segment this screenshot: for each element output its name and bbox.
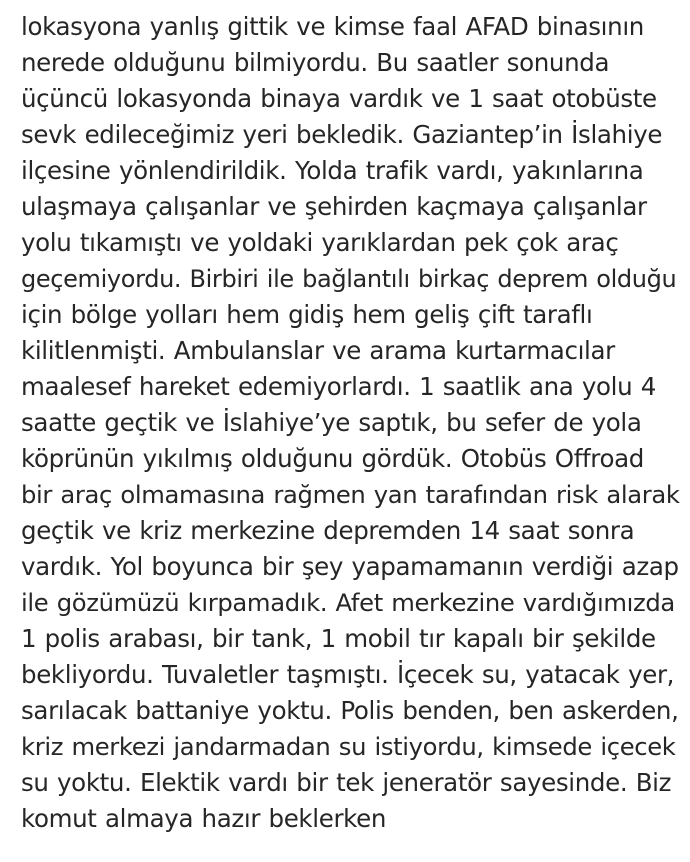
text-line: lokasyona yanlış gittik ve kimse faal AFAD binasının [21,12,644,41]
text-line: köprünün yıkılmış olduğunu gördük. Otobüs Offroad [21,444,644,473]
text-line: sevk edileceğimiz yeri bekledik. Gaziantep’in İslahiye [21,120,663,149]
text-line: bir araç olmamasına rağmen yan tarafından risk alarak [21,480,680,509]
text-line: bekliyordu. Tuvaletler taşmıştı. İçecek su, yatacak yer, [21,660,675,689]
text-line: sarılacak battaniye yoktu. Polis benden, ben askerden, [21,696,679,725]
text-line: geçemiyordu. Birbiri ile bağlantılı birkaç deprem olduğu [21,265,677,293]
text-line: kriz merkezi jandarmadan su istiyordu, kimsede içecek [21,732,676,761]
body-text [21,9,681,837]
text-line: yolu tıkamıştı ve yoldaki yarıklardan pek çok araç [21,228,619,257]
text-line: komut almaya hazır beklerken [21,804,387,833]
text-line: nerede olduğunu bilmiyordu. Bu saatler sonunda [21,48,610,77]
text-line: ulaşmaya çalışanlar ve şehirden kaçmaya çalışanlar [21,192,647,221]
text-line: vardık. Yol boyunca bir şey yapamamanın verdiği azap [21,552,679,581]
text-line: 1 polis arabası, bir tank, 1 mobil tır kapalı bir şekilde [21,624,656,653]
text-line: saatte geçtik ve İslahiye’ye saptık, bu sefer de yola [21,408,642,437]
text-line: üçüncü lokasyonda binaya vardık ve 1 saat otobüste [21,84,657,113]
text-line: su yoktu. Elektik vardı bir tek jeneratör sayesinde. Biz [21,768,672,797]
text-line: kilitlenmişti. Ambulanslar ve arama kurtarmacılar [21,336,615,365]
text-line: maalesef hareket edemiyorlardı. 1 saatlik ana yolu 4 [21,372,656,401]
text-line: için bölge yolları hem gidiş hem geliş çift taraflı [21,300,593,329]
text-line: ile gözümüzü kırpamadık. Afet merkezine vardığımızda [21,588,675,617]
text-line: geçtik ve kriz merkezine depremden 14 saat sonra [21,516,635,545]
text-line: ilçesine yönlendirildik. Yolda trafik vardı, yakınlarına [21,156,644,185]
